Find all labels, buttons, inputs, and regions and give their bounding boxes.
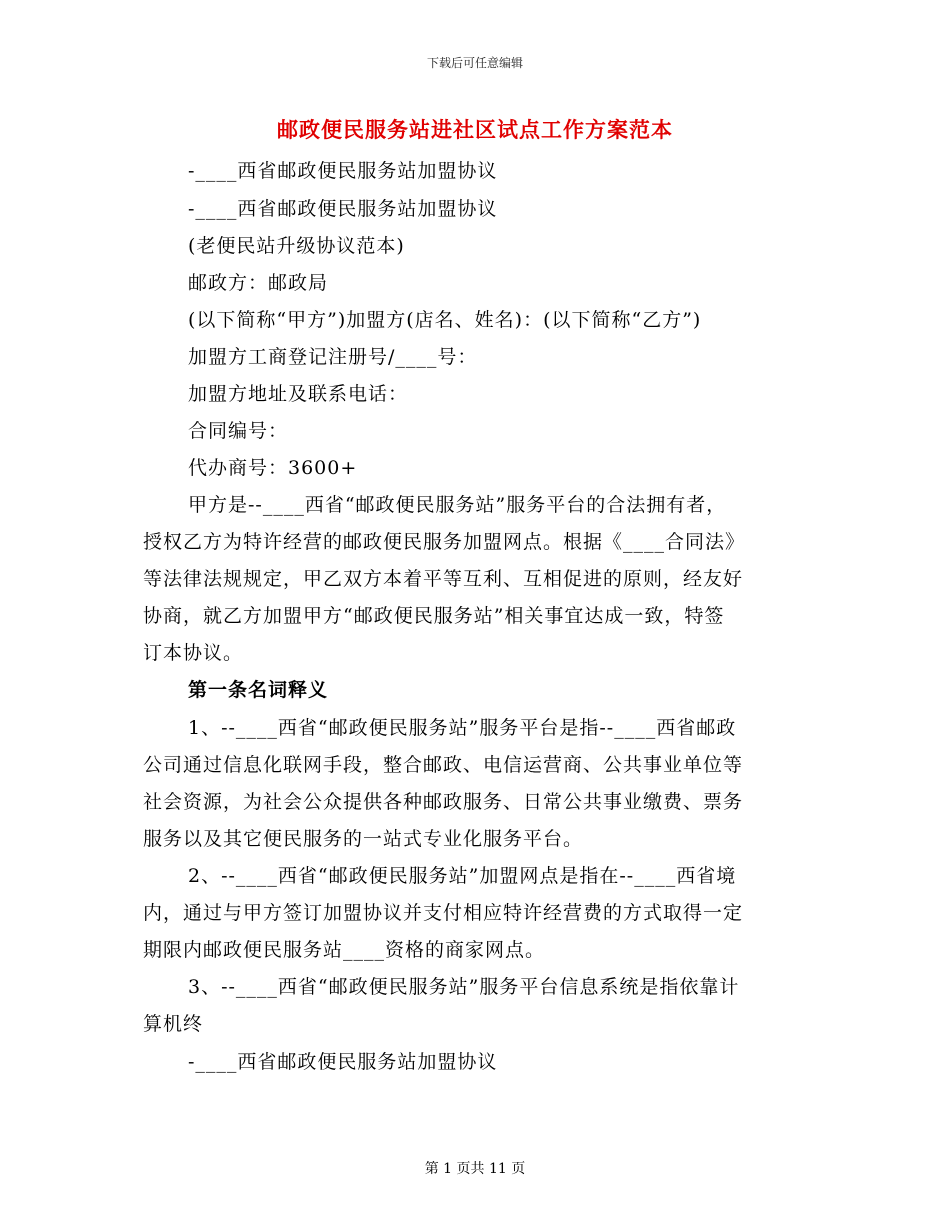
text-line: 邮政方：邮政局 [188,272,329,294]
paragraph-line: 算机终 [143,1013,204,1035]
paragraph-line: 期限内邮政便民服务站____资格的商家网点。 [143,939,546,961]
paragraph-line: 1、--____西省“邮政便民服务站”服务平台是指--____西省邮政 [188,717,737,739]
text-line: -____西省邮政便民服务站加盟协议 [188,198,498,220]
paragraph-line: 社会资源，为社会公众提供各种邮政服务、日常公共事业缴费、票务 [143,791,744,813]
text-line: -____西省邮政便民服务站加盟协议 [188,160,498,182]
paragraph-line: 授权乙方为特许经营的邮政便民服务加盟网点。根据《____合同法》 [143,531,746,553]
text-line: 加盟方地址及联系电话： [188,383,409,405]
text-line: 代办商号：3600+ [188,457,358,479]
text-line: 加盟方工商登记注册号/____号： [188,346,478,368]
text-line: -____西省邮政便民服务站加盟协议 [188,1051,498,1073]
paragraph-line: 协商，就乙方加盟甲方“邮政便民服务站”相关事宜达成一致，特签 [143,605,725,627]
section-heading: 第一条名词释义 [188,679,329,701]
paragraph-line: 公司通过信息化联网手段，整合邮政、电信运营商、公共事业单位等 [143,754,744,776]
paragraph-line: 等法律法规规定，甲乙双方本着平等互利、互相促进的原则，经友好 [143,568,744,590]
paragraph-line: 内，通过与甲方签订加盟协议并支付相应特许经营费的方式取得一定 [143,902,744,924]
document-title: 邮政便民服务站进社区试点工作方案范本 [277,117,673,142]
text-line: (以下简称“甲方”)加盟方(店名、姓名)：(以下简称“乙方”) [188,309,702,331]
page-footer: 第 1 页共 11 页 [424,1161,526,1177]
paragraph-line: 订本协议。 [143,642,244,664]
paragraph-line: 甲方是--____西省“邮政便民服务站”服务平台的合法拥有者， [188,494,727,516]
paragraph-line: 服务以及其它便民服务的一站式专业化服务平台。 [143,828,584,850]
header-note: 下载后可任意编辑 [426,56,523,70]
text-line: (老便民站升级协议范本) [188,235,405,257]
paragraph-line: 3、--____西省“邮政便民服务站”服务平台信息系统是指依靠计 [188,976,740,998]
text-line: 合同编号： [188,420,289,442]
paragraph-line: 2、--____西省“邮政便民服务站”加盟网点是指在--____西省境 [188,865,737,887]
